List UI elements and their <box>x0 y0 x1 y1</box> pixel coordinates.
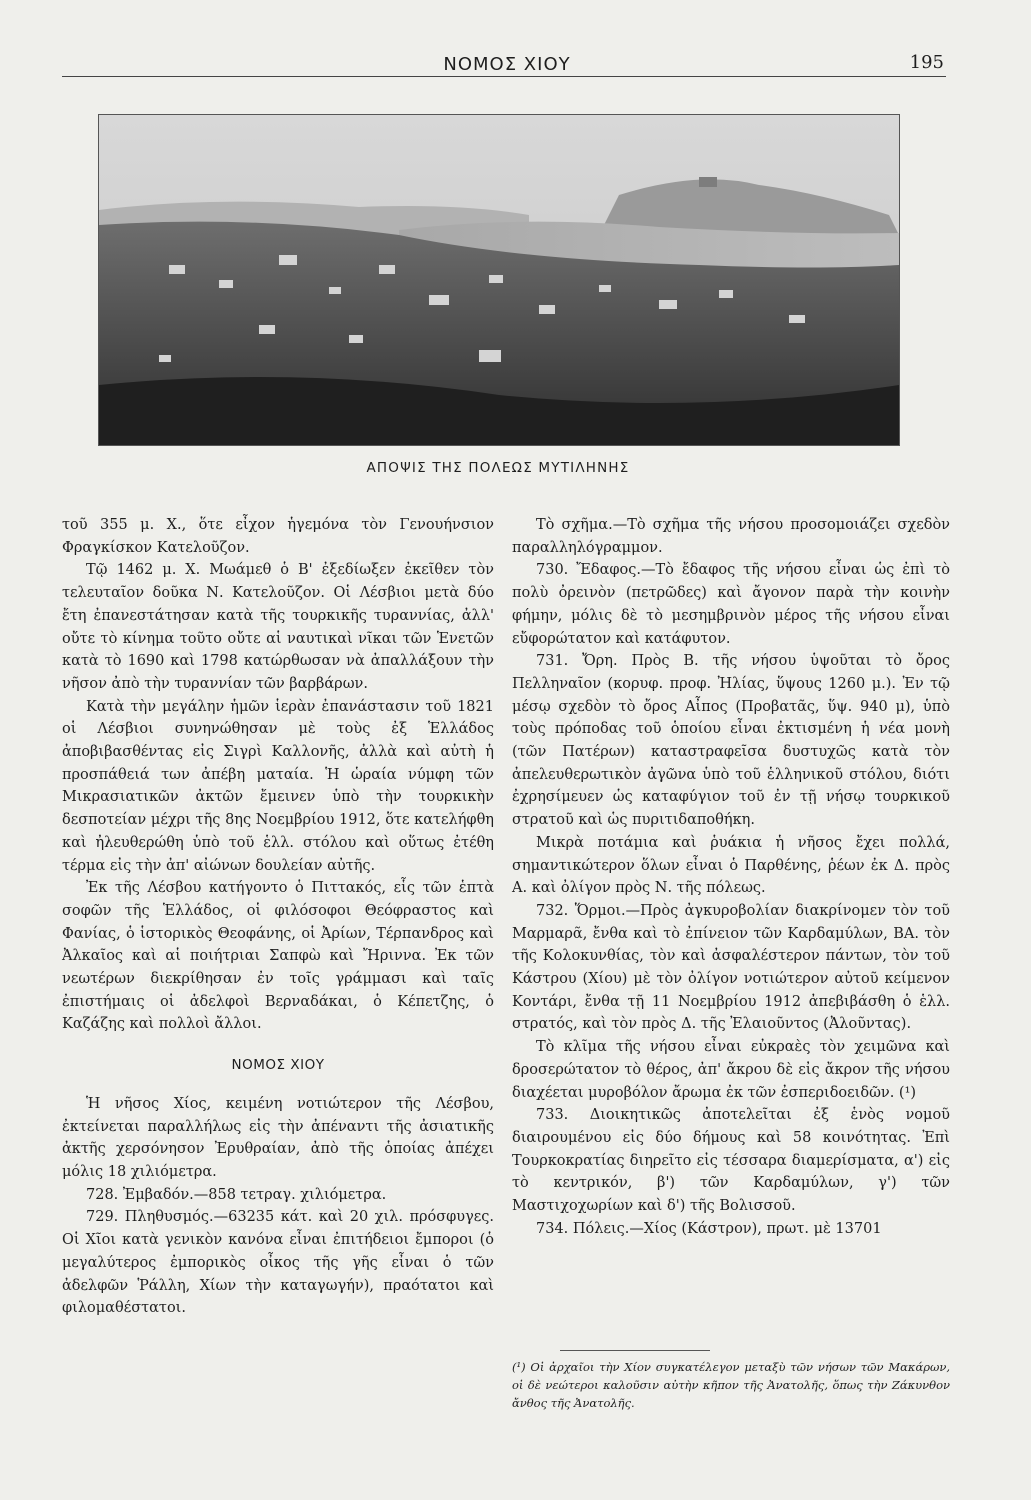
paragraph: 728. Ἐμβαδόν.—858 τετραγ. χιλιόμετρα. <box>86 1186 387 1203</box>
paragraph: 732. Ὅρμοι.—Πρὸς ἀγκυροβολίαν διακρίνομεν τὸν τοῦ Μαρμαρᾶ, ἔνθα καὶ τὸ ἐπίνειον τῶν Καρδαμύλων, ΒΑ. τὸν τῆς Κολοκυνθίας, τὸν καὶ ἀσφαλέστερον πάντων, τὸν τοῦ Κάστρου (Χίου) μὲ τὸν ὀλίγον νοτιώτερον αὐτοῦ κείμενον Κοντάρι, ἔνθα τῇ 11 Νοεμβρίου 1912 ἀπεβιβάσθη ὁ ἑλλ. στρατός, καὶ τὸν πρὸς Δ. τῆς Ἐλαιοῦντος (Ἀλοῦντας). <box>512 902 950 1033</box>
paragraph: Τὸ σχῆμα.—Τὸ σχῆμα τῆς νήσου προσομοιάζει σχεδὸν παραλληλόγραμμον. <box>512 517 950 556</box>
paragraph: Ἐκ τῆς Λέσβου κατήγοντο ὁ Πιττακός, εἷς τῶν ἑπτὰ σοφῶν τῆς Ἑλλάδος, οἱ φιλόσοφοι Θεόφραστος καὶ Φανίας, ὁ ἱστορικὸς Θεοφάνης, οἱ Ἀρίων, Τέρπανδρος καὶ Ἀλκαῖος καὶ αἱ ποιήτριαι Σαπφὼ καὶ Ἤριννα. Ἐκ τῶν νεωτέρων διεκρίθησαν ἐν τοῖς γράμμασι καὶ ταῖς ἐπιστήμαις οἱ ἀδελφοὶ Βερναδάκαι, ὁ Κέπετζης, ὁ Καζάζης καὶ πολλοὶ ἄλλοι. <box>62 880 494 1033</box>
paragraph: 731. Ὄρη. Πρὸς Β. τῆς νήσου ὑψοῦται τὸ ὄρος Πελληναῖον (κορυφ. προφ. Ἠλίας, ὕψους 1260 μ.). Ἐν τῷ μέσῳ σχεδὸν τὸ ὄρος Αἶπος (Προβατᾶς, ὕψ. 940 μ), ὑπὸ τοὺς πρόποδας τοῦ ὁποίου εἶναι ἐκτισμένη ἡ νέα μονὴ (τῶν Πατέρων) καταστραφεῖσα δυστυχῶς κατὰ τὸν ἀπελευθερωτικὸν ἀγῶνα ὑπὸ τοῦ ἑλληνικοῦ στόλου, διότι ἐχρησίμευεν ὡς καταφύγιον τοῦ ἐν τῇ νήσῳ τουρκικοῦ στρατοῦ καὶ ὡς πυριτιδαποθήκη. <box>512 653 950 829</box>
page-number: 195 <box>909 52 944 73</box>
paragraph: Ἡ νῆσος Χίος, κειμένη νοτιώτερον τῆς Λέσβου, ἐκτείνεται παραλλήλως εἰς τὴν ἀπέναντι τῆς ἀσιατικῆς ἀκτῆς χερσόνησον Ἐρυθραίαν, ἀπὸ τῆς ὁποίας ἀπέχει μόλις 18 χιλιόμετρα. <box>62 1095 494 1180</box>
paragraph: τοῦ 355 μ. Χ., ὅτε εἶχον ἡγεμόνα τὸν Γενουήνσιον Φραγκίσκον Κατελοῦζον. <box>62 517 494 556</box>
paragraph: Τῷ 1462 μ. Χ. Μωάμεθ ὁ Β' ἐξεδίωξεν ἐκεῖθεν τὸν τελευταῖον δοῦκα Ν. Κατελοῦζον. Οἱ Λέσβιοι μετὰ δύο ἔτη ἐπανεστάτησαν κατὰ τῆς τουρκικῆς τυραννίας, ἀλλ' οὔτε τὸ κίνημα τοῦτο οὔτε αἱ ναυτικαὶ νῖκαι τῶν Ἑνετῶν κατὰ τὸ 1690 καὶ 1798 κατώρθωσαν νὰ ἀπαλλάξουν τὴν νῆσον ἀπὸ τὴν τυραννίαν τῶν βαρβάρων. <box>62 562 494 692</box>
footnote-rule <box>560 1350 710 1351</box>
header-rule <box>62 76 946 77</box>
landscape-illustration <box>99 115 899 445</box>
running-head <box>62 48 952 78</box>
paragraph: Μικρὰ ποτάμια καὶ ῥυάκια ἡ νῆσος ἔχει πολλά, σημαντικώτερον ὅλων εἶναι ὁ Παρθένης, ῥέων ἐκ Δ. πρὸς Α. καὶ ὀλίγον πρὸς Ν. τῆς πόλεως. <box>512 834 950 897</box>
paragraph: 734. Πόλεις.—Χίος (Κάστρον), πρωτ. μὲ 13701 <box>536 1220 882 1237</box>
castle <box>699 177 717 187</box>
paragraph: 733. Διοικητικῶς ἀποτελεῖται ἐξ ἑνὸς νομοῦ διαιρουμένου εἰς δύο δήμους καὶ 58 κοινότητας. Ἐπὶ Τουρκοκρατίας διηρεῖτο εἰς τέσσαρα διαμερίσματα, α') εἰς τὸ κεντρικόν, β') τῶν Καρδαμύλων, γ') τῶν Μαστιχοχωρίων καὶ δ') τῆς Βολισσοῦ. <box>512 1107 950 1215</box>
paragraph: Κατὰ τὴν μεγάλην ἡμῶν ἱερὰν ἐπανάστασιν τοῦ 1821 οἱ Λέσβιοι συνηνώθησαν μὲ τοὺς ἐξ Ἑλλάδος ἀποβιβασθέντας εἰς Σιγρὶ Καλλονῆς, ἀλλὰ καὶ αὐτὴ ἡ προσπάθειά των ἀπέβη ματαία. Ἡ ὡραία νύμφη τῶν Μικρασιατικῶν ἀκτῶν ἔμεινεν ὑπὸ τὴν τουρκικὴν δεσποτείαν μέχρι τῆς 8ης Νοεμβρίου 1912, ὅτε κατελήφθη καὶ ἠλευθερώθη ὑπὸ τοῦ ἑλλ. στόλου καὶ οὕτως ἐτέθη τέρμα εἰς τὴν ἀπ' αἰώνων δουλείαν αὐτῆς. <box>62 698 494 874</box>
paragraph: Τὸ κλῖμα τῆς νήσου εἶναι εὐκραὲς τὸν χειμῶνα καὶ δροσερώτατον τὸ θέρος, ἀπ' ἄκρου δὲ εἰς ἄκρον τῆς νήσου διαχέεται μυροβόλον ἄρωμα ἐκ τῶν ἐσπεριδοειδῶν. (¹) <box>512 1039 950 1101</box>
footnote: (¹) Οἱ ἀρχαῖοι τὴν Χίον συγκατέλεγον μεταξὺ τῶν νήσων τῶν Μακάρων, οἱ δὲ νεώτεροι καλοῦσιν αὐτὴν κῆπον τῆς Ἀνατολῆς, ὅπως τὴν Ζάκυνθον ἄνθος τῆς Ἀνατολῆς. <box>512 1360 950 1410</box>
running-title: ΝΟΜΟΣ ΧΙΟΥ <box>443 54 571 75</box>
section-heading: ΝΟΜΟΣ ΧΙΟΥ <box>231 1057 325 1074</box>
left-column <box>62 514 494 1320</box>
right-column <box>512 514 950 1241</box>
paragraph: 729. Πληθυσμός.—63235 κάτ. καὶ 20 χιλ. πρόσφυγες. Οἱ Χῖοι κατὰ γενικὸν κανόνα εἶναι ἐπιτήδειοι ἔμποροι (ὁ μεγαλύτερος ἐμπορικὸς οἶκος τῆς γῆς εἶναι ὁ τῶν ἀδελφῶν Ῥάλλη, Χίων τὴν καταγωγήν), πραότατοι καὶ φιλομαθέστατοι. <box>62 1209 494 1317</box>
paragraph: 730. Ἔδαφος.—Τὸ ἔδαφος τῆς νήσου εἶναι ὡς ἐπὶ τὸ πολὺ ὀρεινὸν (πετρῶδες) καὶ ἄγονον παρὰ τὴν κοινὴν φήμην, μόλις δὲ τὸ μεσημβρινὸν μέρος τῆς νήσου εἶναι εὔφορώτατον καὶ κατάφυτον. <box>512 562 950 647</box>
figure-caption: ΑΠΟΨΙΣ ΤΗΣ ΠΟΛΕΩΣ ΜΥΤΙΛΗΝΗΣ <box>366 460 630 476</box>
city-photo <box>98 114 900 446</box>
